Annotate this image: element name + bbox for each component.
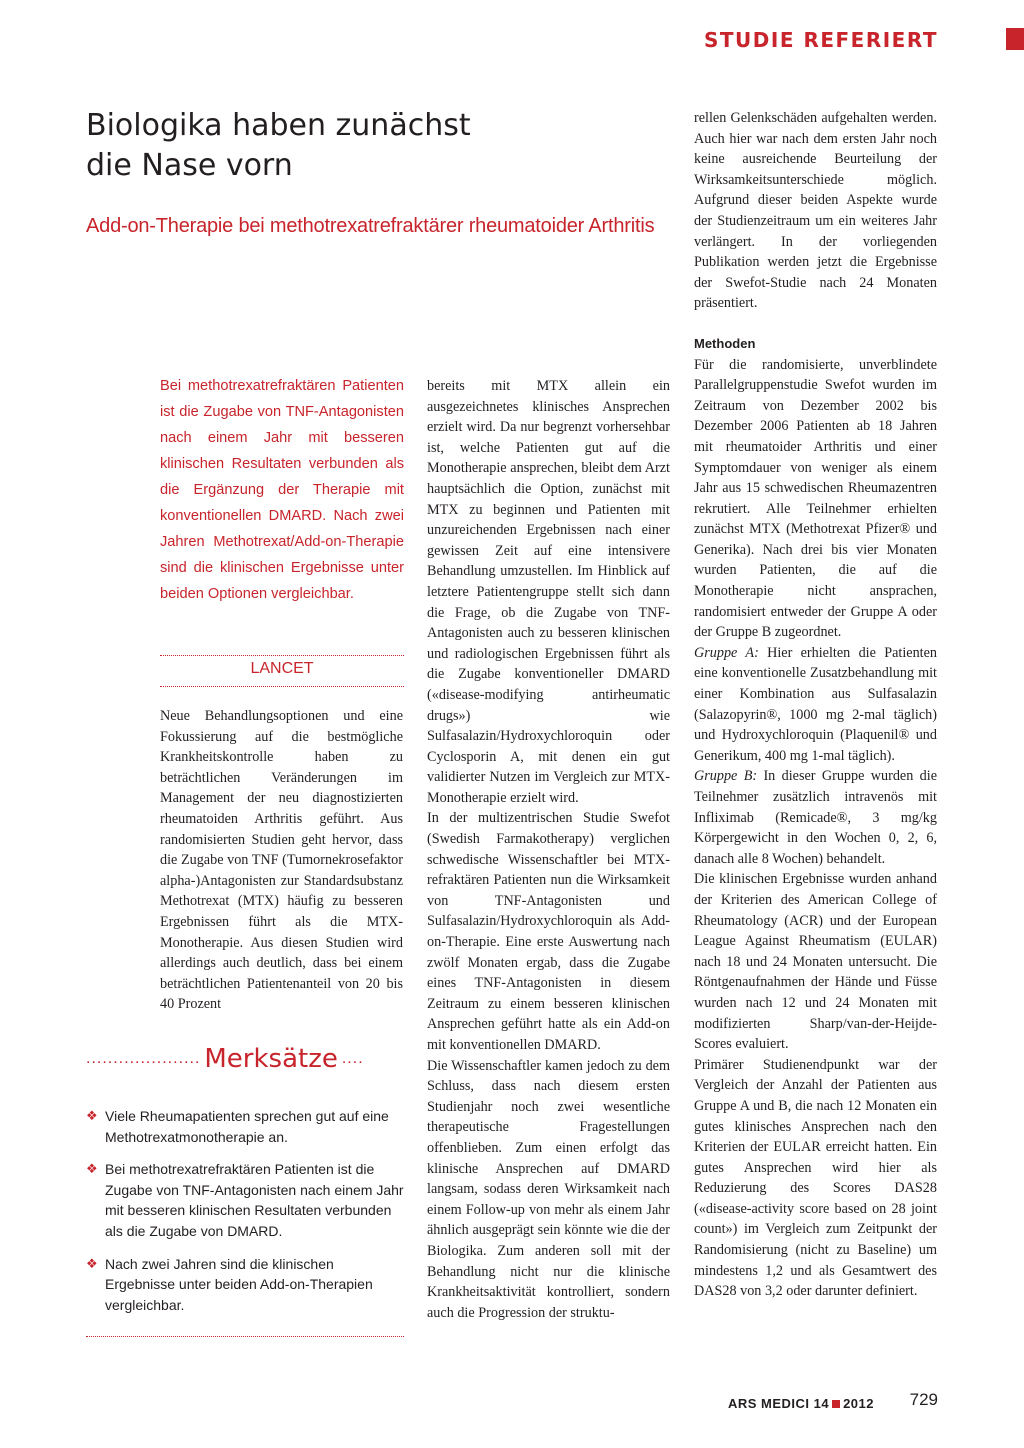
diamond-bullet-icon: ❖	[86, 1108, 98, 1123]
group-a-label: Gruppe A:	[694, 644, 759, 661]
col3-paragraph-4: Primärer Studienendpunkt war der Vergleich der Anzahl der Patienten aus Gruppe A und B, die nach 12 Monaten ein gutes klinisches Ansprechen nach den Kriterien der EULAR erreicht hatten. Ein gutes Ansprechen wird hier als Reduzierung des Scores DAS28 («disease-activity score based on 28 joint count») im Vergleich zum Zeitpunkt der Randomisierung (nicht zu Baseline) um mindestens 1,2 und als Gesamtwert des DAS28 von 3,2 oder darunter definiert.	[694, 1056, 937, 1300]
source-divider-top	[160, 655, 404, 656]
title-line-1: Biologika haben zunächst	[86, 108, 471, 143]
source-divider-bottom	[160, 686, 404, 687]
group-b-text: In dieser Gruppe wurden die Teilnehmer zusätzlich intravenös mit Infliximab (Remicade®, 3 mg/kg Körpergewicht in den Wochen 0, 2, 6, danach alle 8 Wochen) behandelt.	[694, 768, 937, 867]
article-title	[86, 106, 646, 186]
group-b-paragraph	[694, 766, 937, 869]
merksaetze-list	[86, 1106, 406, 1327]
body-column-2	[427, 376, 670, 1323]
col3-paragraph-2: Für die randomisierte, unverblindete Parallelgruppenstudie Swefot wurden im Zeitraum von Dezember 2002 bis Dezember 2006 Patienten ab 18 Jahren mit rheumatoider Arthritis und einer Symptomdauer von weniger als einem Jahr aus 15 schwedischen Rheumazentren rekrutiert. Alle Teilnehmer erhielten zunächst MTX (Methotrexat Pfizer® und Generika). Nach drei bis vier Monaten wurden Patienten, die auf die Monotherapie nicht ansprachen, randomisiert entweder der Gruppe A oder der Gruppe B zugeordnet.	[694, 356, 937, 641]
methods-heading: Methoden	[694, 335, 756, 351]
body-column-3	[694, 108, 937, 1302]
col3-paragraph-1: rellen Gelenkschäden aufgehalten werden. Auch hier war nach dem ersten Jahr noch keine ausreichende Beurteilung der Wirksamkeitsunterschiede möglich. Aufgrund dieser beiden Aspekte wurde der Studienzeitraum um ein weiteres Jahr verlängert. In der vorliegenden Publikation werden jetzt die Ergebnisse der Swefot-Studie nach 24 Monaten präsentiert.	[694, 110, 937, 312]
merksaetze-item-text: Nach zwei Jahren sind die klinischen Ergebnisse unter beiden Add-on-Therapien vergleichbar.	[105, 1255, 373, 1313]
merksaetze-dots-right: ....	[341, 1050, 364, 1067]
merksaetze-divider-bottom	[86, 1336, 404, 1337]
col2-paragraph-3: Die Wissenschaftler kamen jedoch zu dem Schluss, dass nach diesem ersten Studienjahr noch zwei wesentliche therapeutische Fragestellungen offenblieben. Zum einen erfolgt das klinische Ansprechen auf DMARD langsam, sodass deren Wirksamkeit nach einem Follow-up von mehr als einem Jahr ähnlich ausgeprägt sein könnte wie die der Biologika. Zum anderen soll mit der Behandlung nicht nur die klinische Krankheitsaktivität kontrolliert, sondern auch die Progression der struktu-	[427, 1057, 670, 1321]
section-label: STUDIE REFERIERT	[704, 28, 938, 52]
article-subtitle: Add-on-Therapie bei methotrexatrefraktärer rheumatoider Arthritis	[86, 215, 655, 237]
source-label: LANCET	[250, 660, 314, 677]
merksaetze-item-text: Viele Rheumapatienten sprechen gut auf eine Methotrexatmonotherapie an.	[105, 1108, 389, 1145]
merksaetze-item	[86, 1106, 406, 1147]
page-number: 729	[909, 1390, 938, 1409]
col1-paragraph: Neue Behandlungsoptionen und eine Fokussierung auf die bestmögliche Krankheitskontrolle haben zu beträchtlichen Veränderungen im Management der neu diagnostizierten rheumatoiden Arthritis geführt. Aus randomisierten Studien geht hervor, dass die Zugabe von TNF (Tumornekrosefaktor alpha-)Antagonisten zur Standardsubstanz Methotrexat (MTX) häufig zu besseren Ergebnissen führt als die MTX-Monotherapie. Aus diesen Studien wird allerdings auch deutlich, dass bei einem beträchtlichen Patientenanteil von 20 bis 40 Prozent	[160, 708, 403, 1013]
merksaetze-item-text: Bei methotrexatrefraktären Patienten ist die Zugabe von TNF-Antagonisten nach einem Jahr mit besseren klinischen Resultaten verbunden als die Zugabe von DMARD.	[105, 1161, 404, 1239]
lead-paragraph: Bei methotrexatrefraktären Patienten ist die Zugabe von TNF-Antagonisten nach einem Jahr mit besseren klinischen Resultaten verbunden als die Ergänzung der Therapie mit konventionellen DMARD. Nach zwei Jahren Methotrexat/Add-on-Therapie sind die klinischen Ergebnisse unter beiden Optionen vergleichbar.	[160, 378, 404, 602]
col2-paragraph-2: In der multizentrischen Studie Swefot (Swedish Farmakotherapy) verglichen schwedische Wissenschaftler bei MTX-refraktären Patienten nun die Wirksamkeit von TNF-Antagonisten und Sulfasalazin/Hydroxychloroquin als Add-on-Therapie. Eine erste Auswertung nach zwölf Monaten ergab, dass die Zugabe eines TNF-Antagonisten in diesem Zeitraum zu einem besseren klinischen Ansprechen geführt hatte als ein Add-on mit konventionellen DMARD.	[427, 810, 670, 1053]
section-marker	[1006, 28, 1024, 50]
merksaetze-dots-left: .....................	[86, 1050, 201, 1067]
body-column-1	[160, 706, 403, 1015]
diamond-bullet-icon: ❖	[86, 1161, 98, 1177]
group-a-paragraph	[694, 643, 937, 767]
merksaetze-item	[86, 1159, 406, 1241]
footer-square-icon	[832, 1400, 840, 1408]
group-a-text: Hier erhielten die Patienten eine konventionelle Zusatzbehandlung mit einer Kombination aus Sulfasalazin (Salazopyrin®, 1000 mg 2-mal täglich) und Hydroxychloroquin (Plaquenil® und Generikum, 400 mg 1-mal täglich).	[694, 644, 937, 764]
merksaetze-title: Merksätze	[204, 1044, 338, 1074]
magazine-name: ARS MEDICI 14	[727, 1396, 830, 1411]
col2-paragraph-1: bereits mit MTX allein ein ausgezeichnetes klinisches Ansprechen erzielt wird. Da nur begrenzt vorhersehbar ist, welche Patienten gut auf die Monotherapie ansprechen, bleibt dem Arzt hauptsächlich die Option, zunächst mit MTX zu beginnen und Patienten mit unzureichenden Ergebnissen nach einer gewissen Zeit auf eine intensivere Behandlung umzustellen. Im Hinblick auf letztere Patientengruppe stellt sich dann die Frage, ob die Zugabe von TNF-Antagonisten auch zu besseren klinischen und radiologischen Ergebnissen führt als die Zugabe konventioneller DMARD («disease-modifying antirheumatic drugs») wie Sulfasalazin/Hydroxychloroquin oder Cyclosporin A, mit denen ein gut validierter Nutzen im Vergleich zur MTX-Monotherapie erzielt wird.	[427, 378, 670, 806]
diamond-bullet-icon: ❖	[86, 1255, 98, 1271]
merksaetze-item	[86, 1254, 406, 1316]
magazine-year: 2012	[843, 1396, 874, 1411]
group-b-label: Gruppe B:	[694, 768, 758, 785]
merksaetze-heading	[86, 1044, 406, 1074]
col3-paragraph-3: Die klinischen Ergebnisse wurden anhand der Kriterien des American College of Rheumatology (ACR) und der European League Against Rheumatism (EULAR) nach 18 und 24 Monaten untersucht. Die Röntgenaufnahmen der Hände und Füsse wurden nach 12 und 24 Monaten mit modifizierten Sharp/van-der-Heijde-Scores evaluiert.	[694, 871, 937, 1053]
title-line-2: die Nase vorn	[86, 148, 293, 183]
magazine-footer	[728, 1396, 874, 1411]
